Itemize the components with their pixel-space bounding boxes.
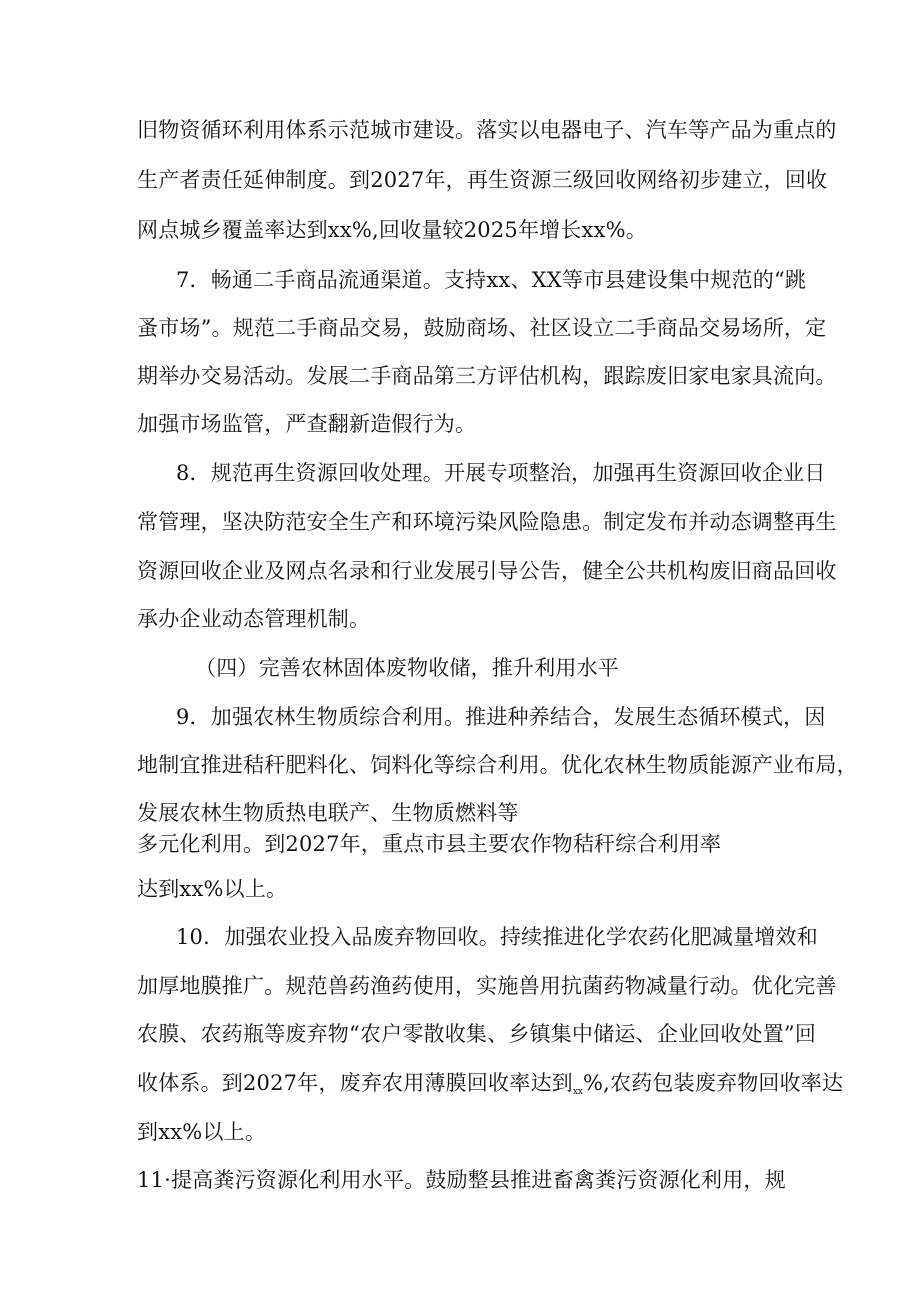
paragraph-line: 地制宜推进秸秆肥料化、饲料化等综合利用。优化农林生物质能源产业布局，: [137, 753, 858, 777]
paragraph-line: 生产者责任延伸制度。到2027年，再生资源三级回收网络初步建立，回收: [137, 168, 828, 192]
paragraph-line: 到xx%以上。: [137, 1120, 267, 1144]
section-heading: （四）完善农林固体废物收储，推升利用水平: [195, 656, 619, 680]
paragraph-line: 8．规范再生资源回收处理。开展专项整治，加强再生资源回收企业日: [176, 461, 826, 485]
paragraph-line: 旧物资循环利用体系示范城市建设。落实以电器电子、汽车等产品为重点的: [137, 118, 837, 142]
line-text: %,农药包装废弃物回收率达: [583, 1071, 844, 1095]
paragraph-line: 多元化利用。到2027年，重点市县主要农作物秸秆综合利用率: [137, 832, 722, 856]
paragraph-line: 资源回收企业及网点名录和行业发展引导公告，健全公共机构废旧商品回收: [137, 559, 837, 583]
paragraph-line: 达到xx%以上。: [137, 877, 288, 901]
paragraph-line: 承办企业动态管理机制。: [137, 607, 371, 631]
paragraph-line: 加强市场监管，严查翻新造假行为。: [137, 412, 477, 436]
paragraph-line: 发展农林生物质热电联产、生物质燃料等: [137, 801, 519, 825]
paragraph-line: 网点城乡覆盖率达到xx%,回收量较2025年增长xx%。: [137, 218, 647, 242]
paragraph-line: 期举办交易活动。发展二手商品第三方评估机构，跟踪废旧家电家具流向。: [137, 364, 837, 388]
paragraph-line: 蚤市场”。规范二手商品交易，鼓励商场、社区设立二手商品交易场所，定: [137, 316, 827, 340]
paragraph-line: 常管理，坚决防范安全生产和环境污染风险隐患。制定发布并动态调整再生: [137, 510, 837, 534]
paragraph-line: 农膜、农药瓶等废弃物“农户零散收集、乡镇集中储运、企业回收处置”回: [137, 1022, 817, 1046]
paragraph-line: 加厚地膜推广。规范兽药渔药使用，实施兽用抗菌药物减量行动。优化完善: [137, 974, 837, 998]
paragraph-line: 10．加强农业投入品废弃物回收。持续推进化学农药化肥减量增效和: [176, 925, 818, 949]
paragraph-line: 7．畅通二手商品流通渠道。支持xx、XX等市县建设集中规范的“跳: [176, 268, 807, 292]
paragraph-line: 11·提高粪污资源化利用水平。鼓励整县推进畜禽粪污资源化利用，规: [137, 1168, 786, 1192]
small-placeholder-text: xx: [572, 1087, 583, 1097]
paragraph-line: [137, 1068, 843, 1107]
paragraph-line: 9．加强农林生物质综合利用。推进种养结合，发展生态循环模式，因: [176, 705, 826, 729]
line-text: 收体系。到2027年，废弃农用薄膜回收率达到: [137, 1071, 573, 1095]
